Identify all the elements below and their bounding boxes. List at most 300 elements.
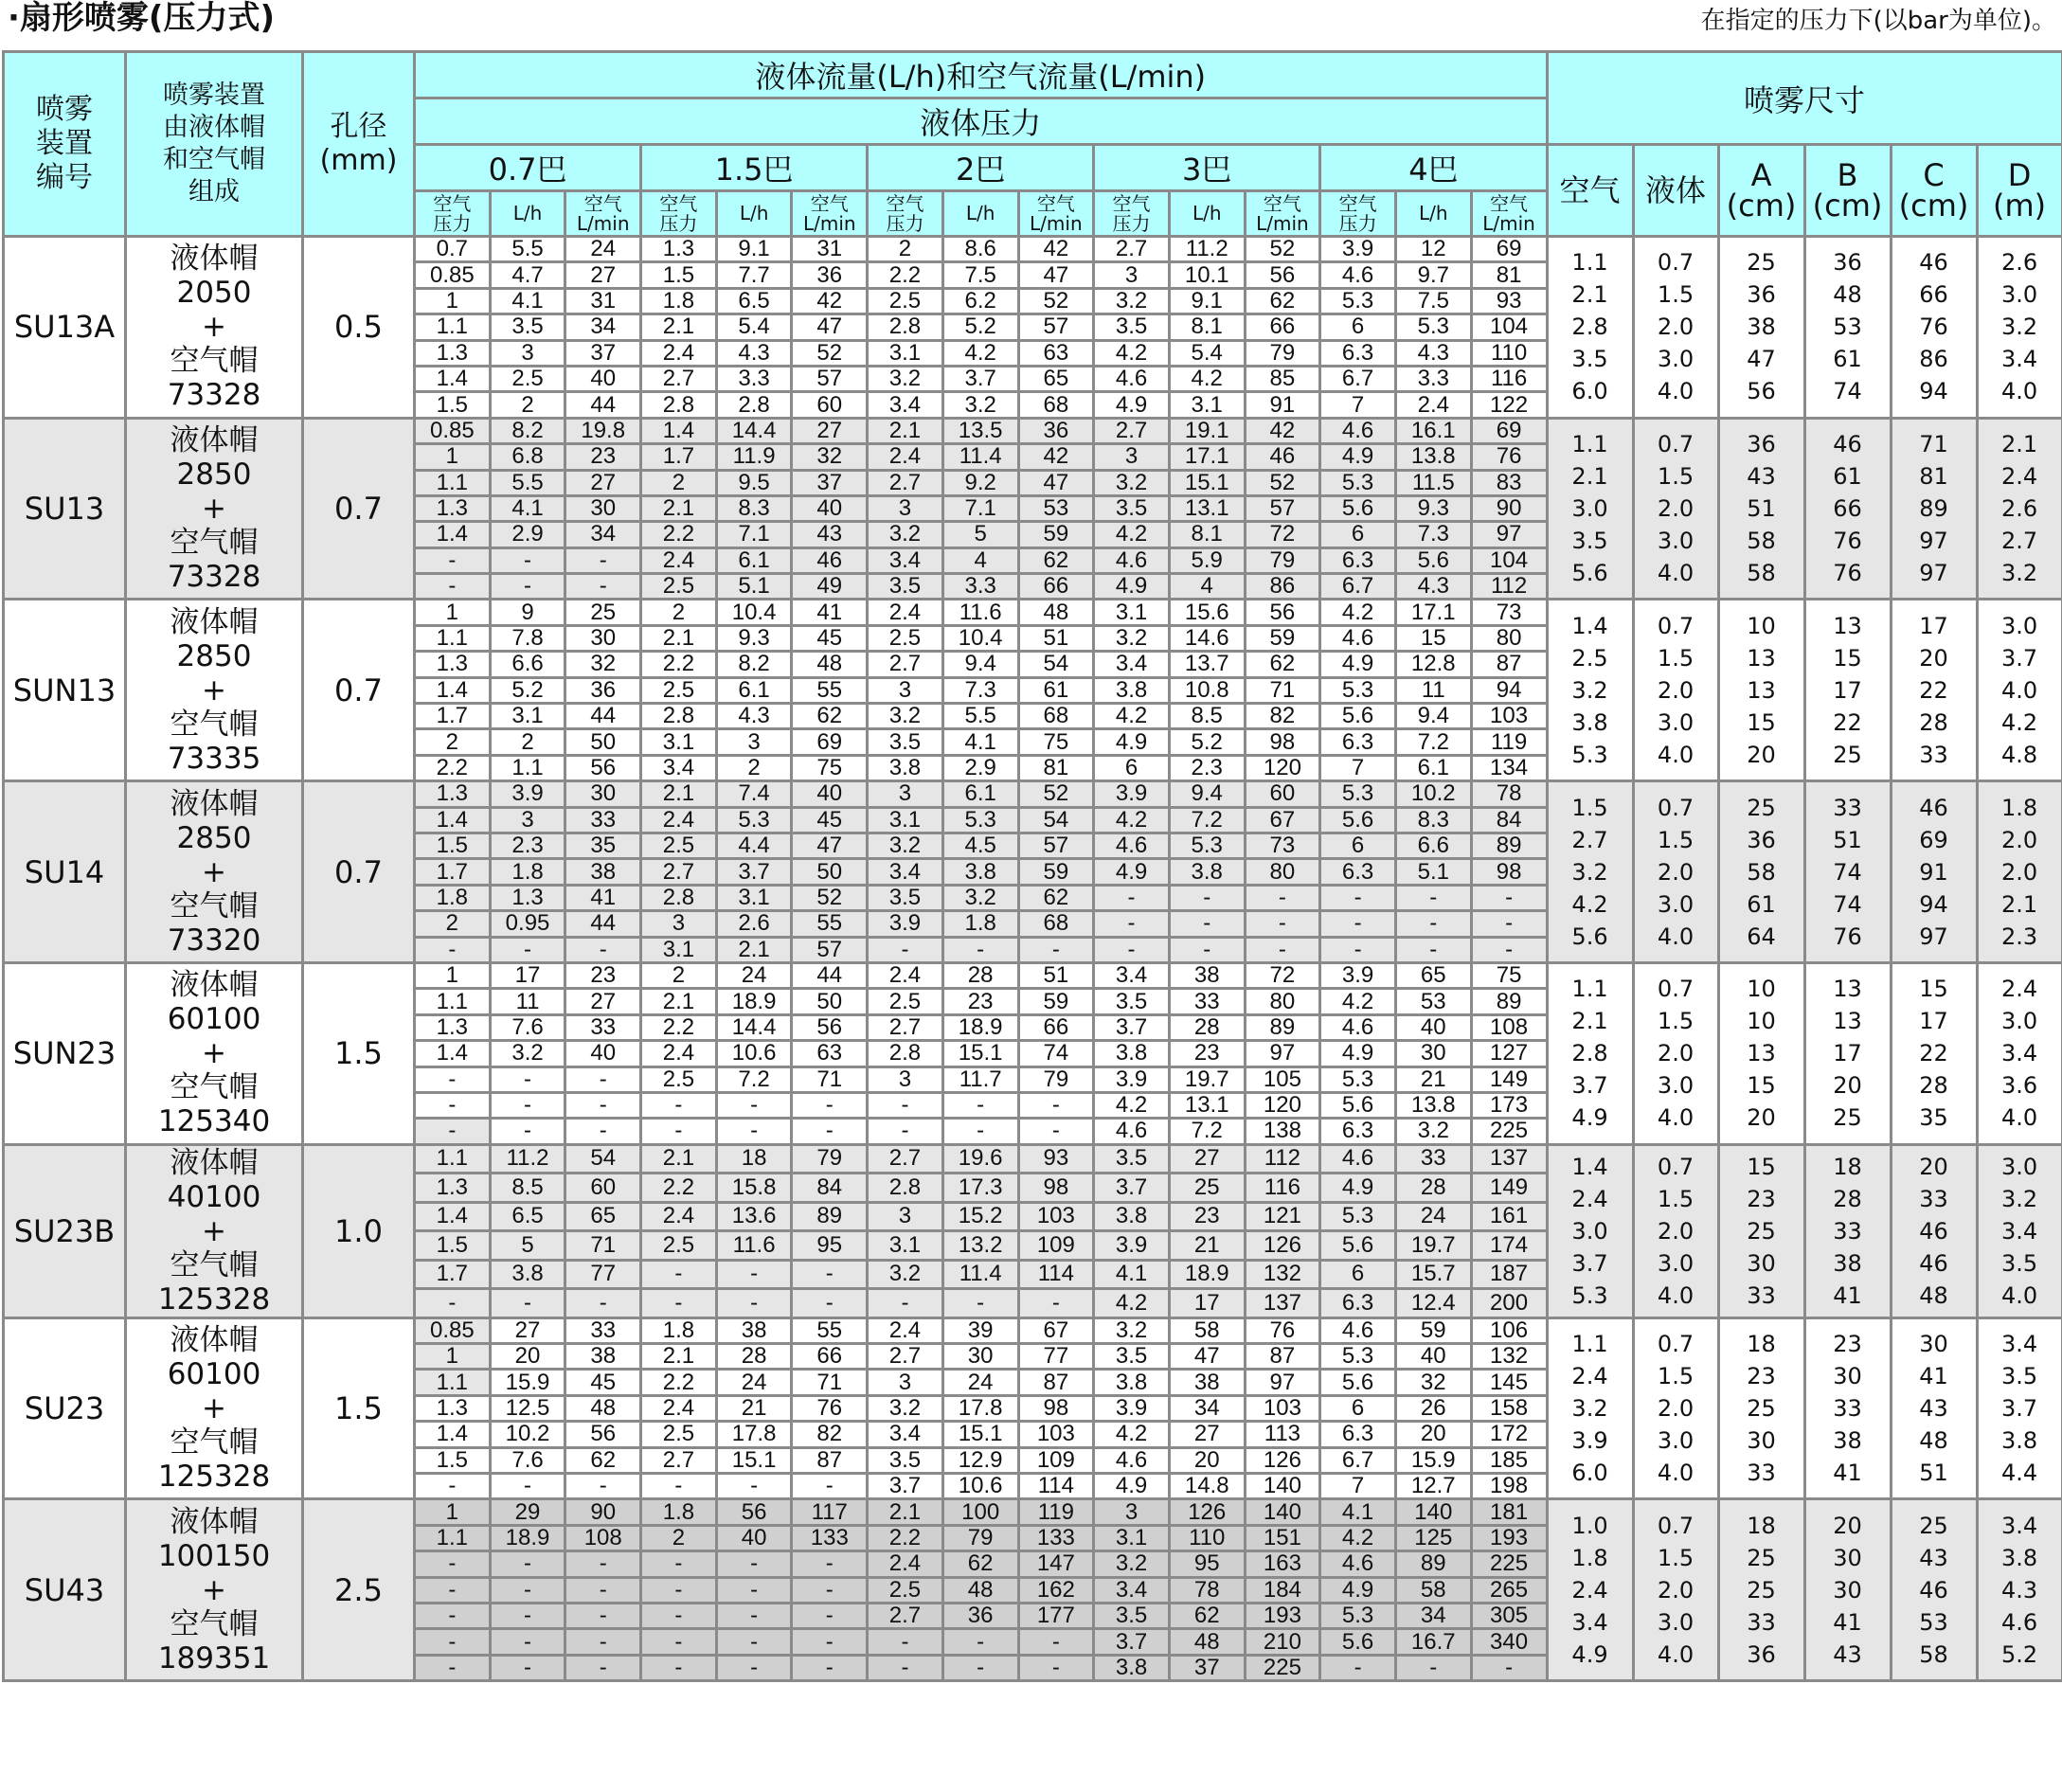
flow-value-cell: 59 [1395,1317,1471,1343]
flow-value-cell: - [716,1655,792,1680]
flow-value-cell: - [641,1119,717,1144]
flow-value-cell: 109 [1018,1447,1094,1473]
flow-value-cell: 140 [1245,1499,1320,1525]
flow-value-cell: 3.8 [942,859,1018,885]
flow-value-cell: - [415,1092,491,1118]
spray-size-value: 58 [1919,1640,1948,1668]
flow-value-cell: 45 [792,807,868,833]
spray-setup-model: SUN13 [4,600,126,781]
flow-value-cell: 14.8 [1169,1474,1245,1499]
spray-size-b [1804,600,1891,781]
flow-value-cell: 5.1 [716,574,792,600]
header-subcol [1245,191,1320,237]
spray-size-value: 1.1 [1571,249,1608,277]
flow-value-cell: - [1395,1655,1471,1680]
pressure-unit-note: 在指定的压力下(以bar为单位)。 [1700,7,2056,35]
flow-value-cell: 23 [1169,1202,1245,1231]
flow-value-cell: - [1018,937,1094,962]
spray-size-value: 76 [1833,560,1862,587]
flow-value-cell: - [415,1629,491,1655]
flow-value-cell: 2.1 [641,1344,717,1370]
flow-value-cell: - [1094,937,1170,962]
header-text-line: 压力 [659,211,698,235]
spray-size-value: 4.0 [2000,1281,2038,1309]
flow-value-cell: 6 [1320,1395,1396,1421]
header-text-line: 压力 [886,211,924,235]
flow-value-cell: 10.4 [942,625,1018,651]
spray-size-value: 1.5 [1657,1185,1694,1212]
flow-value-cell: 4.3 [716,340,792,366]
flow-value-cell: 14.6 [1169,625,1245,651]
flow-value-cell: - [716,1629,792,1655]
flow-value-cell: - [415,1655,491,1680]
flow-value-cell: 33 [565,807,641,833]
spray-size-value: 15 [1747,1072,1776,1100]
flow-value-cell: 55 [792,911,868,937]
spray-size-value: 2.0 [1657,495,1694,523]
spray-size-value: 0.7 [1657,1331,1694,1358]
flow-value-cell: 8.5 [490,1174,565,1203]
header-subcol [1094,191,1170,237]
flow-value-cell: 3.5 [1094,1344,1170,1370]
flow-value-cell: 2.7 [868,470,943,495]
spray-size-liquid [1633,237,1718,419]
spray-size-value: 38 [1833,1427,1862,1455]
flow-value-cell: 103 [1018,1422,1094,1447]
header-text-line: 空气 [1036,191,1075,215]
flow-value-cell: 85 [1245,366,1320,391]
flow-value-cell: 3.8 [1094,1202,1170,1231]
flow-value-cell: 80 [1245,859,1320,885]
flow-value-cell: 2.8 [641,885,717,910]
header-text-line: L/min [1030,211,1083,235]
flow-value-cell: 2.4 [868,962,943,988]
spray-size-value: 0.7 [1657,431,1694,458]
flow-value-cell: 2 [641,470,717,495]
flow-value-cell: 34 [1395,1603,1471,1628]
flow-value-cell: 3 [868,781,943,807]
spray-size-value: 61 [1747,890,1776,918]
flow-value-cell: 2.5 [490,366,565,391]
flow-value-cell: - [490,1066,565,1092]
header-subcol [792,191,868,237]
flow-value-cell: 15.6 [1169,600,1245,625]
spray-setup-composition [126,600,303,781]
header-subcol [1169,191,1245,237]
flow-value-cell: - [1320,937,1396,962]
flow-value-cell: 2.5 [641,1066,717,1092]
flow-value-cell: 2.9 [942,755,1018,780]
spray-size-value: 4.0 [1657,1281,1694,1309]
flow-value-cell: 87 [1471,652,1547,677]
spray-size-value: 3.8 [1571,708,1608,736]
spray-size-value: 61 [1833,463,1862,491]
composition-liquid-cap-no: 2850 [176,638,252,673]
flow-value-cell: 5.4 [1169,340,1245,366]
flow-value-cell: 3.7 [1094,1174,1170,1203]
header-text-line: B [1837,157,1858,193]
spray-size-value: 41 [1919,1363,1948,1390]
flow-value-cell: - [641,1551,717,1577]
composition-liquid-cap: 液体帽 [170,786,259,821]
flow-value-cell: 5.5 [942,704,1018,729]
flow-value-cell: 97 [1245,1370,1320,1395]
flow-value-cell: 3.5 [868,1447,943,1473]
flow-value-cell: 4.6 [1320,1551,1396,1577]
flow-value-cell: 5.1 [1395,859,1471,885]
header-text-line: A [1750,157,1772,193]
flow-value-cell: 56 [1245,600,1320,625]
flow-value-cell: 3 [868,1202,943,1231]
spray-size-value: 61 [1833,346,1862,373]
header-subcol [641,191,717,237]
flow-value-cell: 30 [1395,1041,1471,1066]
flow-value-cell: 2.5 [641,1422,717,1447]
spray-size-value: 4.6 [2000,1608,2038,1636]
flow-value-cell: 3.2 [942,392,1018,418]
flow-value-cell: 3.8 [1169,859,1245,885]
flow-value-cell: 2.8 [868,314,943,340]
flow-value-cell: 7.2 [1169,1119,1245,1144]
spray-size-value: 89 [1919,495,1948,523]
composition-air-cap: 空气帽 [170,888,259,923]
flow-value-cell: - [490,1474,565,1499]
flow-value-cell: 47 [792,833,868,858]
spray-size-value: 2.4 [1571,1185,1608,1212]
flow-value-cell: 97 [1245,1041,1320,1066]
flow-value-cell: 33 [565,1317,641,1343]
flow-value-cell: 1.3 [415,340,491,366]
flow-value-cell: 7.1 [942,495,1018,521]
spray-setup-model: SU14 [4,781,126,963]
spray-size-d [1977,418,2062,600]
flow-value-cell: 3.1 [490,704,565,729]
spray-size-value: 58 [1747,528,1776,555]
flow-value-cell: 103 [1018,1202,1094,1231]
header-pressure-5: 4巴 [1320,145,1547,191]
flow-value-cell: 2 [641,600,717,625]
header-text-line: (cm) [1812,188,1883,224]
flow-value-cell: - [792,1655,868,1680]
flow-value-cell: 2.1 [641,625,717,651]
flow-value-cell: 1.3 [415,1395,491,1421]
flow-value-cell: 1 [415,288,491,314]
spray-size-value: 0.7 [1657,794,1694,821]
flow-value-cell: 5.3 [1320,1344,1396,1370]
flow-value-cell: 1.4 [415,1202,491,1231]
flow-value-cell: 2.8 [641,392,717,418]
spray-size-value: 17 [1919,612,1948,639]
spray-size-value: 2.6 [2000,495,2038,523]
flow-value-cell: 6.5 [490,1202,565,1231]
flow-value-cell: 3 [868,495,943,521]
spray-size-liquid [1633,1144,1718,1317]
spray-size-value: 36 [1747,1640,1776,1668]
flow-value-cell: 27 [565,989,641,1014]
flow-value-cell: 15.7 [1395,1260,1471,1289]
composition-air-cap: 空气帽 [170,344,259,379]
spray-size-value: 0.7 [1657,1512,1694,1539]
flow-value-cell: 4.6 [1094,366,1170,391]
header-subcol [1471,191,1547,237]
flow-value-cell: 16.1 [1395,418,1471,443]
flow-value-cell: 18.9 [490,1525,565,1550]
spray-size-value: 36 [1747,826,1776,853]
flow-value-cell: 4.6 [1320,1144,1396,1174]
flow-value-cell: - [490,547,565,573]
spray-size-value: 4.0 [1657,560,1694,587]
flow-value-cell: 2.4 [868,1551,943,1577]
flow-value-cell: 67 [1245,807,1320,833]
spray-size-value: 18 [1747,1331,1776,1358]
flow-value-cell: - [490,1577,565,1603]
flow-value-cell: - [1169,885,1245,910]
flow-value-cell: 8.1 [1169,522,1245,547]
flow-value-cell: 4.5 [942,833,1018,858]
flow-value-cell: 1.8 [490,859,565,885]
flow-value-cell: 38 [1169,1370,1245,1395]
spray-size-value: 3.8 [2000,1544,2038,1571]
flow-value-cell: 81 [1471,262,1547,288]
composition-liquid-cap: 液体帽 [170,242,259,277]
flow-value-cell: 265 [1471,1577,1547,1603]
flow-value-cell: 50 [565,729,641,755]
composition-plus: + [202,492,226,527]
header-text-line: L/h [512,202,543,224]
flow-value-cell: 17.8 [716,1422,792,1447]
flow-value-cell: 1.4 [415,807,491,833]
flow-value-cell: 89 [1471,989,1547,1014]
flow-value-cell: 50 [792,859,868,885]
flow-value-cell: 44 [565,911,641,937]
flow-value-cell: 110 [1169,1525,1245,1550]
flow-value-cell: 42 [1245,418,1320,443]
composition-plus: + [202,1391,226,1426]
flow-value-cell: 4.9 [1320,1174,1396,1203]
flow-value-cell: 1.7 [415,704,491,729]
flow-value-cell: 2.3 [1169,755,1245,780]
composition-liquid-cap-no: 2850 [176,820,252,855]
flow-value-cell: - [792,1119,868,1144]
spray-size-value: 3.0 [2000,1153,2038,1180]
flow-value-cell: 1.4 [415,677,491,703]
spray-size-value: 3.7 [2000,1395,2038,1423]
spray-setup-model: SU13 [4,418,126,600]
flow-value-cell: 36 [565,677,641,703]
composition-plus: + [202,672,226,708]
orifice-diameter: 2.5 [303,1499,415,1681]
flow-value-cell: 116 [1245,1174,1320,1203]
flow-value-cell: 1 [415,1499,491,1525]
spray-size-value: 22 [1919,676,1948,704]
spray-size-value: 97 [1919,560,1948,587]
spray-size-value: 3.4 [2000,1512,2038,1539]
flow-value-cell: 5.3 [1320,1202,1396,1231]
spray-size-value: 17 [1833,1040,1862,1067]
flow-value-cell: 9 [490,600,565,625]
spray-size-liquid [1633,781,1718,963]
flow-value-cell: 4.2 [1094,1092,1170,1118]
spray-size-value: 2.0 [1657,1395,1694,1423]
spray-size-value: 1.5 [1657,644,1694,672]
flow-value-cell: 37 [1169,1655,1245,1680]
header-text-line: 喷雾装置 [163,81,265,110]
flow-value-cell: 4.2 [1320,989,1396,1014]
flow-value-cell: 93 [1471,288,1547,314]
composition-plus: + [202,1572,226,1607]
flow-value-cell: 36 [942,1603,1018,1628]
flow-value-cell: 95 [792,1231,868,1261]
flow-value-cell: 3 [1094,444,1170,470]
header-text-line: 编号 [36,161,93,194]
spray-size-value: 64 [1747,923,1776,950]
spray-size-value: 20 [1833,1072,1862,1100]
header-subcol [1395,191,1471,237]
composition-liquid-cap: 液体帽 [170,1323,259,1358]
flow-value-cell: 56 [565,1422,641,1447]
spray-size-value: 41 [1833,1460,1862,1487]
flow-value-cell: 1.1 [415,989,491,1014]
spray-size-value: 2.0 [1657,1576,1694,1604]
spray-size-value: 5.6 [1571,923,1608,950]
flow-value-cell: 126 [1245,1447,1320,1473]
flow-value-cell: - [1471,885,1547,910]
header-text-line: 压力 [1112,211,1151,235]
header-text-line: 和空气帽 [163,145,265,174]
flow-value-cell: - [565,1629,641,1655]
spray-size-value: 3.5 [1571,528,1608,555]
flow-value-cell: - [641,1474,717,1499]
flow-value-cell: - [1018,1092,1094,1118]
spray-size-c [1891,781,1977,963]
spray-size-value: 71 [1919,431,1948,458]
flow-value-cell: 3.7 [1094,1629,1170,1655]
flow-value-cell: 28 [1169,1014,1245,1040]
spray-size-value: 25 [1747,1576,1776,1604]
flow-value-cell: - [565,1289,641,1318]
spray-size-d [1977,600,2062,781]
flow-value-cell: 9.4 [1395,704,1471,729]
spray-size-value: 74 [1833,378,1862,405]
spray-size-value: 4.0 [2000,676,2038,704]
spray-size-value: 2.1 [1571,1008,1608,1035]
flow-value-cell: 62 [942,1551,1018,1577]
spray-size-value: 17 [1919,1008,1948,1035]
flow-value-cell: 2.2 [641,522,717,547]
spray-size-value: 30 [1919,1331,1948,1358]
flow-value-cell: 121 [1245,1202,1320,1231]
flow-value-cell: 3.7 [868,1474,943,1499]
spray-size-value: 22 [1919,1040,1948,1067]
flow-value-cell: 98 [1018,1174,1094,1203]
flow-value-cell: - [942,1629,1018,1655]
flow-value-cell: 2.1 [716,937,792,962]
flow-value-cell: 12 [1395,237,1471,262]
flow-value-cell: 15 [1395,625,1471,651]
spray-size-value: 15 [1919,976,1948,1003]
flow-value-cell: 3.2 [868,366,943,391]
flow-value-cell: 60 [1245,781,1320,807]
header-spray-device-no [4,52,126,237]
flow-value-cell: 7.7 [716,262,792,288]
flow-value-cell: 1 [415,1344,491,1370]
flow-value-cell: 26 [1395,1395,1471,1421]
flow-value-cell: 2.2 [868,262,943,288]
flow-value-cell: 11.7 [942,1066,1018,1092]
flow-value-cell: 15.8 [716,1174,792,1203]
flow-value-cell: 13.8 [1395,444,1471,470]
spray-setup-composition [126,1317,303,1499]
flow-value-cell: 82 [792,1422,868,1447]
flow-value-cell: 2.2 [641,1370,717,1395]
flow-value-cell: 8.3 [1395,807,1471,833]
flow-value-cell: 73 [1471,600,1547,625]
flow-value-cell: 44 [792,962,868,988]
flow-value-cell: 82 [1245,704,1320,729]
flow-value-cell: 68 [1018,911,1094,937]
spray-size-value: 43 [1919,1544,1948,1571]
flow-value-cell: 5.2 [1169,729,1245,755]
spray-size-value: 6.0 [1571,1460,1608,1487]
spray-size-value: 38 [1833,1249,1862,1277]
flow-value-cell: 4.9 [1094,729,1170,755]
flow-value-cell: 109 [1018,1231,1094,1261]
spray-size-value: 30 [1747,1249,1776,1277]
flow-value-cell: 6.5 [716,288,792,314]
spray-size-value: 4.0 [1657,923,1694,950]
spray-size-air [1547,418,1633,600]
flow-value-cell: 3 [1094,262,1170,288]
spray-size-value: 53 [1833,314,1862,341]
flow-value-cell: 13.1 [1169,495,1245,521]
spray-size-value: 46 [1919,1249,1948,1277]
flow-value-cell: 48 [792,652,868,677]
flow-value-cell: 5.6 [1320,495,1396,521]
flow-value-cell: 20 [1169,1447,1245,1473]
header-text-line: L/min [1482,211,1535,235]
spray-size-value: 3.0 [1657,890,1694,918]
spray-size-value: 2.4 [1571,1576,1608,1604]
spray-setup-composition [126,418,303,600]
flow-value-cell: - [942,937,1018,962]
flow-value-cell: 4.2 [1094,340,1170,366]
spray-size-d [1977,1317,2062,1499]
flow-value-cell: 3.8 [1094,1370,1170,1395]
flow-value-cell: 66 [1018,574,1094,600]
flow-value-cell: 27 [1169,1422,1245,1447]
flow-value-cell: 3.2 [1094,625,1170,651]
flow-value-cell: 38 [1169,962,1245,988]
header-subcol [490,191,565,237]
flow-value-cell: 3 [641,911,717,937]
flow-value-cell: 103 [1245,1395,1320,1421]
spray-size-liquid [1633,1317,1718,1499]
flow-value-cell: 177 [1018,1603,1094,1628]
spray-size-air [1547,237,1633,419]
flow-value-cell: 5.9 [1169,547,1245,573]
flow-value-cell: 47 [1169,1344,1245,1370]
composition-plus: + [202,1036,226,1071]
flow-value-cell: - [565,1655,641,1680]
flow-value-cell: 3.1 [641,937,717,962]
flow-value-cell: - [1018,1629,1094,1655]
spray-size-value: 4.2 [1571,890,1608,918]
flow-value-cell: 2.4 [868,600,943,625]
flow-value-cell: 3.9 [490,781,565,807]
spray-setup-composition [126,1499,303,1681]
spray-size-value: 36 [1833,249,1862,277]
flow-value-cell: - [792,1577,868,1603]
